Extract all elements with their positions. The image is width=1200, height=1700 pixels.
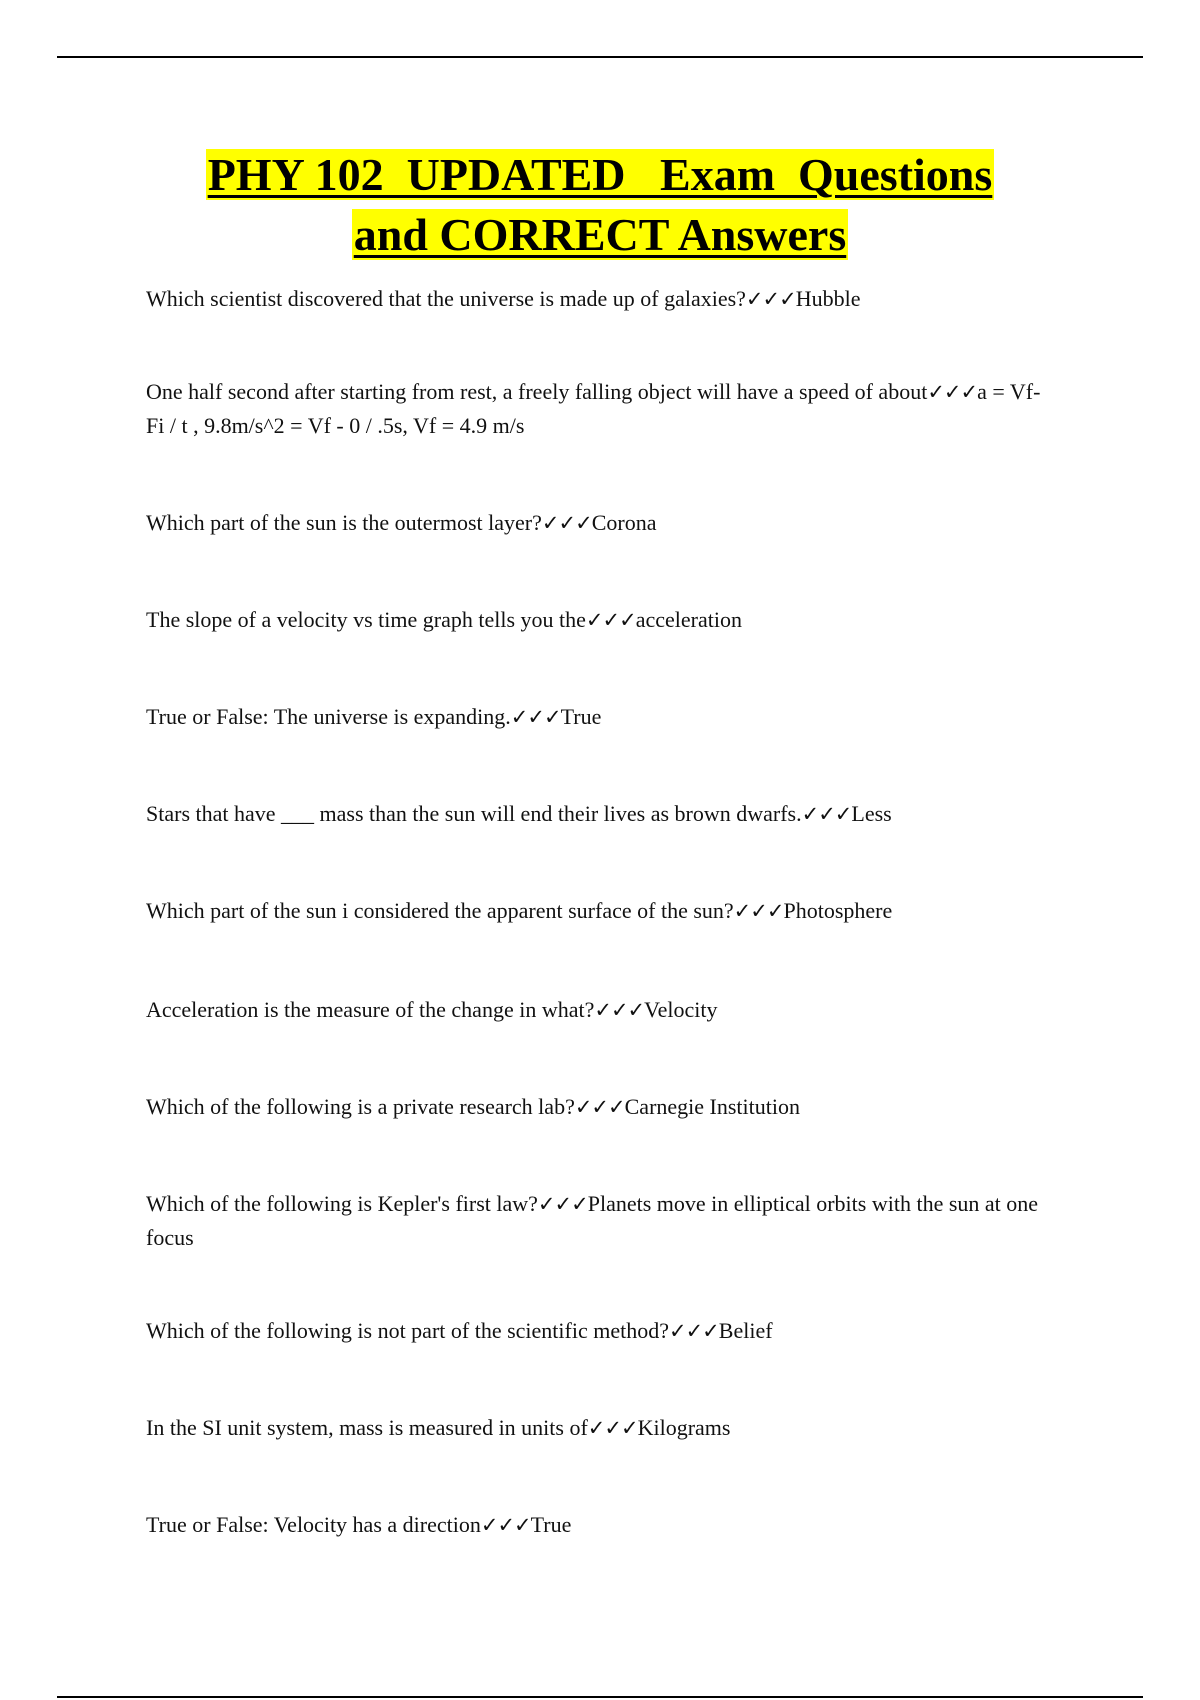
check-marks-icon: ✓✓✓ <box>594 998 645 1022</box>
question-text: Which part of the sun i considered the apparent surface of the sun? <box>146 898 734 923</box>
qa-item-8 <box>146 993 1046 1027</box>
question-text: True or False: The universe is expanding. <box>146 704 511 729</box>
qa-item-10 <box>146 1187 1046 1255</box>
check-marks-icon: ✓✓✓ <box>574 1095 625 1119</box>
title-line-2-text: and CORRECT Answers <box>353 209 847 260</box>
answer-text: Velocity <box>644 997 718 1022</box>
question-text: Which scientist discovered that the universe is made up of galaxies? <box>146 286 746 311</box>
question-text: Stars that have ___ mass than the sun will end their lives as brown dwarfs. <box>146 801 802 826</box>
check-marks-icon: ✓✓✓ <box>587 1416 638 1440</box>
question-text: Which part of the sun is the outermost layer? <box>146 510 542 535</box>
question-text: Which of the following is not part of the scientific method? <box>146 1318 669 1343</box>
qa-item-1 <box>146 282 1046 316</box>
question-text: Acceleration is the measure of the change in what? <box>146 997 595 1022</box>
answer-text: Kilograms <box>637 1415 731 1440</box>
answer-text: Less <box>851 801 892 826</box>
title-line-2 <box>0 205 1200 265</box>
top-rule <box>57 56 1143 58</box>
check-marks-icon: ✓✓✓ <box>480 1513 531 1537</box>
question-text: Which of the following is a private research lab? <box>146 1094 575 1119</box>
answer-text: a = Vf-Fi / t , 9.8m/s^2 = Vf - 0 / .5s, Vf = 4.9 m/s <box>146 379 1041 438</box>
qa-item-5 <box>146 700 1046 734</box>
bottom-rule <box>57 1696 1143 1698</box>
check-marks-icon: ✓✓✓ <box>733 899 784 923</box>
answer-text: Photosphere <box>783 898 893 923</box>
check-marks-icon: ✓✓✓ <box>745 287 796 311</box>
answer-text: Belief <box>718 1318 773 1343</box>
qa-item-7 <box>146 894 1046 928</box>
qa-item-9 <box>146 1090 1046 1124</box>
title-line-1-text: PHY 102 UPDATED Exam Questions <box>207 149 993 200</box>
question-text: One half second after starting from rest, a freely falling object will have a speed of about <box>146 379 928 404</box>
qa-item-4 <box>146 603 1046 637</box>
answer-text: Corona <box>591 510 657 535</box>
check-marks-icon: ✓✓✓ <box>801 802 852 826</box>
check-marks-icon: ✓✓✓ <box>510 705 561 729</box>
qa-item-2 <box>146 375 1046 443</box>
answer-text: Carnegie Institution <box>624 1094 800 1119</box>
question-text: In the SI unit system, mass is measured in units of <box>146 1415 588 1440</box>
check-marks-icon: ✓✓✓ <box>541 511 592 535</box>
answer-text: Hubble <box>795 286 861 311</box>
title-line-1 <box>0 145 1200 205</box>
question-text: The slope of a velocity vs time graph tells you the <box>146 607 586 632</box>
check-marks-icon: ✓✓✓ <box>668 1319 719 1343</box>
qa-item-3 <box>146 506 1046 540</box>
qa-item-12 <box>146 1411 1046 1445</box>
check-marks-icon: ✓✓✓ <box>537 1192 588 1216</box>
qa-item-6 <box>146 797 1046 831</box>
check-marks-icon: ✓✓✓ <box>585 608 636 632</box>
question-text: Which of the following is Kepler's first law? <box>146 1191 538 1216</box>
answer-text: True <box>560 704 602 729</box>
answer-text: True <box>530 1512 572 1537</box>
qa-item-11 <box>146 1314 1046 1348</box>
check-marks-icon: ✓✓✓ <box>927 380 978 404</box>
qa-item-13 <box>146 1508 1046 1542</box>
answer-text: acceleration <box>635 607 742 632</box>
answer-text: Planets move in elliptical orbits with the sun at one focus <box>146 1191 1039 1250</box>
document-title <box>0 145 1200 265</box>
question-text: True or False: Velocity has a direction <box>146 1512 481 1537</box>
